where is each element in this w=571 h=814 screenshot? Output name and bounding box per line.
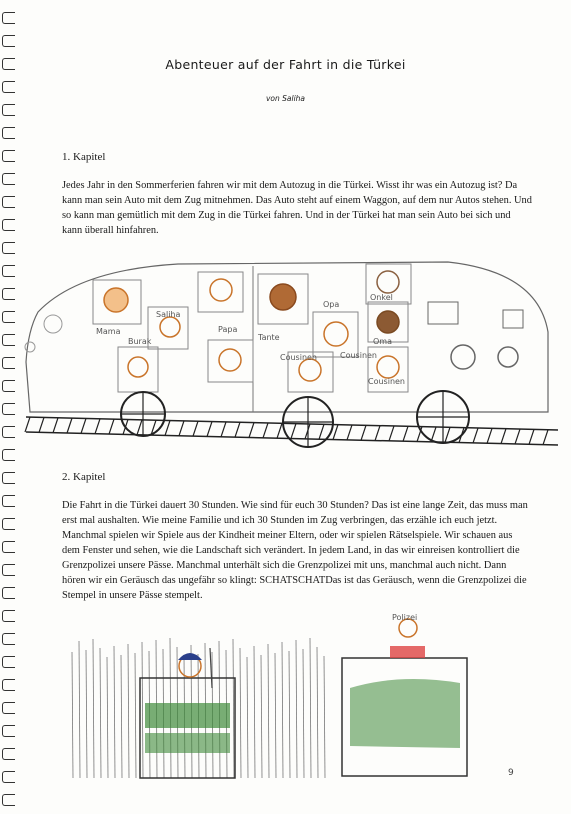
binding-ring [2,426,15,438]
binding-ring [2,380,15,392]
story-author: von Saliha [265,94,306,103]
chapter-1-heading: 1. Kapitel [62,151,106,163]
binding-ring [2,196,15,208]
chapter-2-text: Die Fahrt in die Türkei dauert 30 Stunden. Wie sind für euch 30 Stunden? Das ist eine lange Zeit, das muss man erst mal aushalten. Wie meine Familie und ich 30 Stunden im Zug verbringen, das erzähle ich euch jetzt. Manchmal spielen wir Spiele aus der Kindheit meiner Eltern, oder wir spielen Rätselspiele. Wir schauen aus dem Fenster und sehen, wie die Landschaft sich verändert. In jedem Land, in das wir einreisen kontrolliert die Grenzpolizei unsere Pässe. Manchmal unterhält sich die Grenzpolizei mit uns, manchmal auch nicht. Dann hören wir ein Geräusch das ungefähr so klingt: SCHATSCHATDas ist das Geräusch, wenn die Grenzpolizei die Stempel in unsere Pässe stempelt. [62,500,528,601]
label-saliha: Saliha [156,310,181,319]
label-oma: Oma [373,337,392,346]
binding-ring [2,104,15,116]
binding-ring [2,357,15,369]
binding-ring [2,541,15,553]
binding-ring [2,518,15,530]
train-drawing [18,252,563,447]
binding-ring [2,633,15,645]
binding-ring [2,12,15,24]
label-burak: Burak [128,337,152,346]
binding-ring [2,242,15,254]
binding-ring [2,449,15,461]
label-onkel: Onkel [370,293,393,302]
chapter-1-text: Jedes Jahr in den Sommerferien fahren wir mit dem Autozug in die Türkei. Wisst ihr was ein Autozug ist? Da kann man sein Auto mit dem Zug mitnehmen. Das Auto steht auf einem Waggon, auf dem nur Autos stehen. Und so kann man gemütlich mit dem Zug in die Türkei fahren. Und in der Türkei hat man sein Auto bei sich und kann überall hinfahren. [62,180,532,236]
binding-ring [2,265,15,277]
binding-ring [2,311,15,323]
label-cousinen-1: Cousinen [280,353,318,362]
police-drawing [70,613,510,788]
label-tante: Tante [258,333,280,342]
binding-ring [2,725,15,737]
binding-ring [2,564,15,576]
binding-ring [2,702,15,714]
binding-ring [2,81,15,93]
label-mama: Mama [96,327,121,336]
story-title: Abenteuer auf der Fahrt in die Türkei [165,57,406,72]
binding-ring [2,679,15,691]
binding-ring [2,127,15,139]
binding-ring [2,610,15,622]
label-papa: Papa [218,325,238,334]
binding-ring [2,472,15,484]
binding-ring [2,495,15,507]
label-opa: Opa [323,300,340,309]
label-cousinen-2: Cousinen [340,351,378,360]
label-cousinen-3: Cousinen [368,377,406,386]
binding-ring [2,794,15,806]
binding-ring [2,288,15,300]
binding-ring [2,656,15,668]
binding-ring [2,334,15,346]
binding-ring [2,173,15,185]
police-label: Polizei [392,613,418,622]
binding-ring [2,35,15,47]
binding-ring [2,219,15,231]
binding-ring [2,403,15,415]
binding-ring [2,771,15,783]
binding-ring [2,150,15,162]
page-number: 9 [508,768,514,778]
binding-ring [2,748,15,760]
chapter-2-heading: 2. Kapitel [62,471,106,483]
binding-ring [2,587,15,599]
